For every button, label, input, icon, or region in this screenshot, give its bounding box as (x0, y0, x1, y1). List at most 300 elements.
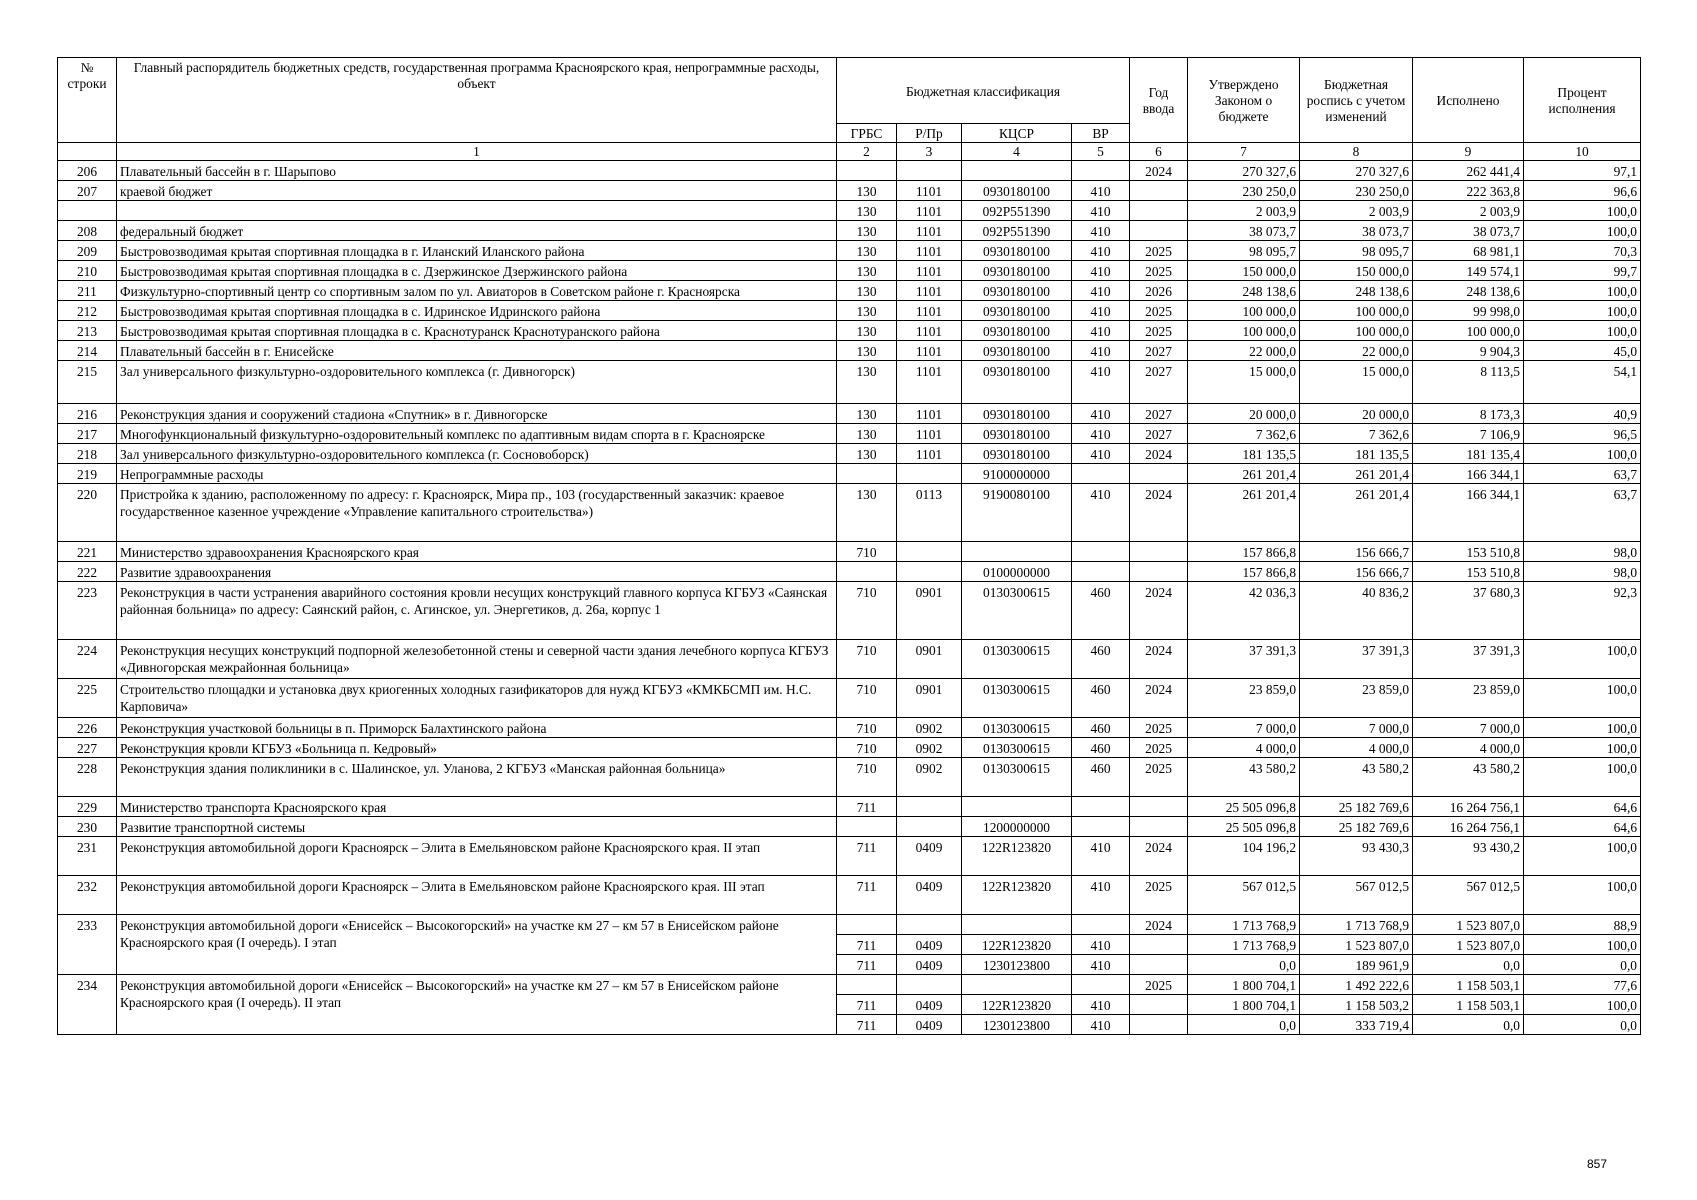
executed-cell: 1 523 807,0 (1413, 935, 1524, 955)
rpr-cell: 0409 (897, 935, 962, 955)
schedule-cell: 93 430,3 (1300, 837, 1413, 876)
percent-cell: 63,7 (1524, 484, 1641, 542)
percent-cell: 100,0 (1524, 995, 1641, 1015)
column-number: 2 (837, 143, 897, 161)
executed-cell: 93 430,2 (1413, 837, 1524, 876)
kcsr-cell: 9190080100 (962, 484, 1072, 542)
table-row (58, 464, 1641, 484)
table-row (58, 301, 1641, 321)
percent-cell: 96,5 (1524, 424, 1641, 444)
schedule-cell: 25 182 769,6 (1300, 797, 1413, 817)
percent-cell: 98,0 (1524, 542, 1641, 562)
approved-cell: 104 196,2 (1188, 837, 1300, 876)
executed-cell: 2 003,9 (1413, 201, 1524, 221)
year-cell (1130, 935, 1188, 955)
kcsr-cell: 0930180100 (962, 361, 1072, 404)
row-number-cell: 209 (58, 241, 117, 261)
name-cell: Зал универсального физкультурно-оздоровительного комплекса (г. Дивногорск) (117, 361, 837, 404)
schedule-cell: 37 391,3 (1300, 640, 1413, 679)
year-cell (1130, 464, 1188, 484)
approved-cell: 270 327,6 (1188, 161, 1300, 181)
rpr-cell (897, 797, 962, 817)
row-number-cell: 214 (58, 341, 117, 361)
percent-cell: 100,0 (1524, 679, 1641, 718)
year-cell: 2025 (1130, 876, 1188, 915)
table-header (58, 58, 1641, 161)
vr-cell: 410 (1072, 341, 1130, 361)
row-number-cell: 226 (58, 718, 117, 738)
percent-cell: 100,0 (1524, 718, 1641, 738)
rpr-cell: 1101 (897, 301, 962, 321)
name-cell: Строительство площадки и установка двух криогенных холодных газификаторов для нужд КГБУЗ «КМКБСМП им. Н.С. Карповича» (117, 679, 837, 718)
rpr-cell (897, 161, 962, 181)
grbs-cell: 711 (837, 876, 897, 915)
kcsr-cell: 0130300615 (962, 758, 1072, 797)
row-number-cell: 222 (58, 562, 117, 582)
name-cell: Министерство транспорта Красноярского края (117, 797, 837, 817)
schedule-cell: 1 523 807,0 (1300, 935, 1413, 955)
name-cell: Реконструкция кровли КГБУЗ «Больница п. Кедровый» (117, 738, 837, 758)
row-number-cell: 212 (58, 301, 117, 321)
year-cell (1130, 797, 1188, 817)
header-executed: Исполнено (1413, 58, 1524, 143)
grbs-cell: 130 (837, 444, 897, 464)
percent-cell: 40,9 (1524, 404, 1641, 424)
vr-cell: 460 (1072, 582, 1130, 640)
vr-cell (1072, 975, 1130, 995)
percent-cell: 70,3 (1524, 241, 1641, 261)
schedule-cell: 261 201,4 (1300, 484, 1413, 542)
approved-cell: 567 012,5 (1188, 876, 1300, 915)
approved-cell: 0,0 (1188, 1015, 1300, 1035)
vr-cell: 410 (1072, 444, 1130, 464)
schedule-cell: 230 250,0 (1300, 181, 1413, 201)
executed-cell: 7 000,0 (1413, 718, 1524, 738)
executed-cell: 1 158 503,1 (1413, 975, 1524, 995)
schedule-cell: 1 492 222,6 (1300, 975, 1413, 995)
year-cell: 2025 (1130, 718, 1188, 738)
executed-cell: 1 158 503,1 (1413, 995, 1524, 1015)
grbs-cell: 710 (837, 679, 897, 718)
name-cell: Реконструкция участковой больницы в п. Приморск Балахтинского района (117, 718, 837, 738)
rpr-cell (897, 915, 962, 935)
table-row (58, 424, 1641, 444)
rpr-cell: 1101 (897, 404, 962, 424)
row-number-cell (58, 201, 117, 221)
vr-cell: 410 (1072, 484, 1130, 542)
percent-cell: 96,6 (1524, 181, 1641, 201)
approved-cell: 0,0 (1188, 955, 1300, 975)
rpr-cell: 0409 (897, 995, 962, 1015)
vr-cell: 410 (1072, 181, 1130, 201)
percent-cell: 100,0 (1524, 758, 1641, 797)
approved-cell: 181 135,5 (1188, 444, 1300, 464)
row-number-cell: 233 (58, 915, 117, 975)
vr-cell: 460 (1072, 679, 1130, 718)
year-cell: 2027 (1130, 341, 1188, 361)
page-number: 857 (1587, 1157, 1608, 1171)
year-cell: 2025 (1130, 738, 1188, 758)
table-row (58, 241, 1641, 261)
vr-cell: 410 (1072, 241, 1130, 261)
table-row (58, 679, 1641, 718)
grbs-cell: 711 (837, 995, 897, 1015)
schedule-cell: 567 012,5 (1300, 876, 1413, 915)
vr-cell: 460 (1072, 640, 1130, 679)
row-number-cell: 218 (58, 444, 117, 464)
rpr-cell: 0901 (897, 640, 962, 679)
executed-cell: 37 391,3 (1413, 640, 1524, 679)
vr-cell (1072, 915, 1130, 935)
vr-cell: 410 (1072, 321, 1130, 341)
name-cell: Развитие транспортной системы (117, 817, 837, 837)
year-cell: 2024 (1130, 640, 1188, 679)
executed-cell: 68 981,1 (1413, 241, 1524, 261)
schedule-cell: 7 362,6 (1300, 424, 1413, 444)
schedule-cell: 150 000,0 (1300, 261, 1413, 281)
column-number: 6 (1130, 143, 1188, 161)
percent-cell: 77,6 (1524, 975, 1641, 995)
approved-cell: 38 073,7 (1188, 221, 1300, 241)
approved-cell: 25 505 096,8 (1188, 797, 1300, 817)
kcsr-cell: 1230123800 (962, 955, 1072, 975)
schedule-cell: 270 327,6 (1300, 161, 1413, 181)
vr-cell: 410 (1072, 301, 1130, 321)
year-cell: 2024 (1130, 484, 1188, 542)
schedule-cell: 189 961,9 (1300, 955, 1413, 975)
name-cell: Многофункциональный физкультурно-оздоровительный комплекс по адаптивным видам спорта в г. Красноярске (117, 424, 837, 444)
name-cell: Реконструкция здания поликлиники в с. Шалинское, ул. Уланова, 2 КГБУЗ «Манская районная больница» (117, 758, 837, 797)
executed-cell: 0,0 (1413, 955, 1524, 975)
approved-cell: 23 859,0 (1188, 679, 1300, 718)
rpr-cell: 0409 (897, 876, 962, 915)
name-cell: Пристройка к зданию, расположенному по адресу: г. Красноярск, Мира пр., 103 (государственный заказчик: краевое государственное казенное учреждение «Управление капитального строительства») (117, 484, 837, 542)
percent-cell: 100,0 (1524, 301, 1641, 321)
approved-cell: 1 800 704,1 (1188, 995, 1300, 1015)
percent-cell: 45,0 (1524, 341, 1641, 361)
vr-cell: 410 (1072, 281, 1130, 301)
table-row (58, 837, 1641, 876)
row-number-cell: 215 (58, 361, 117, 404)
percent-cell: 100,0 (1524, 321, 1641, 341)
vr-cell: 410 (1072, 424, 1130, 444)
grbs-cell: 130 (837, 341, 897, 361)
approved-cell: 100 000,0 (1188, 321, 1300, 341)
kcsr-cell: 9100000000 (962, 464, 1072, 484)
name-cell (117, 201, 837, 221)
name-cell: Реконструкция автомобильной дороги «Енисейск – Высокогорский» на участке км 27 – км 57 в Енисейском районе Красноярского края (I очередь). I этап (117, 915, 837, 975)
percent-cell: 100,0 (1524, 640, 1641, 679)
percent-cell: 98,0 (1524, 562, 1641, 582)
executed-cell: 567 012,5 (1413, 876, 1524, 915)
executed-cell: 181 135,4 (1413, 444, 1524, 464)
schedule-cell: 333 719,4 (1300, 1015, 1413, 1035)
approved-cell: 15 000,0 (1188, 361, 1300, 404)
rpr-cell: 1101 (897, 424, 962, 444)
table-row (58, 718, 1641, 738)
executed-cell: 43 580,2 (1413, 758, 1524, 797)
name-cell: Министерство здравоохранения Красноярского края (117, 542, 837, 562)
name-cell: Плавательный бассейн в г. Енисейске (117, 341, 837, 361)
executed-cell: 153 510,8 (1413, 562, 1524, 582)
header-row-number: № строки (58, 58, 117, 143)
table-row (58, 201, 1641, 221)
vr-cell: 410 (1072, 361, 1130, 404)
year-cell: 2024 (1130, 915, 1188, 935)
header-main: Главный распорядитель бюджетных средств, государственная программа Красноярского края, непрограммные расходы, объект (117, 58, 837, 143)
grbs-cell: 130 (837, 301, 897, 321)
row-number-cell: 208 (58, 221, 117, 241)
name-cell: федеральный бюджет (117, 221, 837, 241)
column-number: 9 (1413, 143, 1524, 161)
kcsr-cell: 0930180100 (962, 181, 1072, 201)
row-number-cell: 231 (58, 837, 117, 876)
column-number: 7 (1188, 143, 1300, 161)
kcsr-cell: 122R123820 (962, 876, 1072, 915)
schedule-cell: 98 095,7 (1300, 241, 1413, 261)
executed-cell: 9 904,3 (1413, 341, 1524, 361)
rpr-cell: 1101 (897, 241, 962, 261)
percent-cell: 88,9 (1524, 915, 1641, 935)
column-number: 8 (1300, 143, 1413, 161)
row-number-cell: 228 (58, 758, 117, 797)
year-cell: 2024 (1130, 837, 1188, 876)
row-number-cell: 221 (58, 542, 117, 562)
vr-cell: 410 (1072, 404, 1130, 424)
grbs-cell: 711 (837, 935, 897, 955)
executed-cell: 16 264 756,1 (1413, 797, 1524, 817)
grbs-cell (837, 975, 897, 995)
header-kcsr: КЦСР (962, 124, 1072, 143)
rpr-cell: 0902 (897, 718, 962, 738)
row-number-cell: 223 (58, 582, 117, 640)
grbs-cell: 711 (837, 955, 897, 975)
year-cell: 2025 (1130, 301, 1188, 321)
vr-cell (1072, 817, 1130, 837)
executed-cell: 166 344,1 (1413, 464, 1524, 484)
kcsr-cell: 092P551390 (962, 201, 1072, 221)
rpr-cell: 0409 (897, 837, 962, 876)
grbs-cell: 710 (837, 718, 897, 738)
rpr-cell: 0902 (897, 738, 962, 758)
rpr-cell: 0902 (897, 758, 962, 797)
year-cell: 2025 (1130, 241, 1188, 261)
year-cell (1130, 181, 1188, 201)
table-row (58, 975, 1641, 995)
grbs-cell: 711 (837, 797, 897, 817)
executed-cell: 8 173,3 (1413, 404, 1524, 424)
approved-cell: 1 713 768,9 (1188, 915, 1300, 935)
rpr-cell: 1101 (897, 444, 962, 464)
percent-cell: 63,7 (1524, 464, 1641, 484)
schedule-cell: 7 000,0 (1300, 718, 1413, 738)
approved-cell: 230 250,0 (1188, 181, 1300, 201)
row-number-cell: 230 (58, 817, 117, 837)
kcsr-cell: 0930180100 (962, 404, 1072, 424)
grbs-cell: 710 (837, 640, 897, 679)
kcsr-cell: 0930180100 (962, 281, 1072, 301)
percent-cell: 100,0 (1524, 201, 1641, 221)
executed-cell: 262 441,4 (1413, 161, 1524, 181)
year-cell: 2024 (1130, 161, 1188, 181)
schedule-cell: 156 666,7 (1300, 542, 1413, 562)
row-number-cell: 224 (58, 640, 117, 679)
schedule-cell: 20 000,0 (1300, 404, 1413, 424)
column-number: 10 (1524, 143, 1641, 161)
kcsr-cell: 0930180100 (962, 301, 1072, 321)
name-cell: Развитие здравоохранения (117, 562, 837, 582)
name-cell: Реконструкция несущих конструкций подпорной железобетонной стены и северной части здания лечебного корпуса КГБУЗ «Дивногорская межрайонная больница» (117, 640, 837, 679)
kcsr-cell: 0130300615 (962, 582, 1072, 640)
column-number-row (58, 143, 1641, 161)
grbs-cell: 710 (837, 582, 897, 640)
header-rpr: Р/Пр (897, 124, 962, 143)
vr-cell: 410 (1072, 837, 1130, 876)
kcsr-cell: 1230123800 (962, 1015, 1072, 1035)
year-cell: 2024 (1130, 444, 1188, 464)
vr-cell (1072, 797, 1130, 817)
name-cell: Реконструкция в части устранения аварийного состояния кровли несущих конструкций главного корпуса КГБУЗ «Саянская районная больница» по адресу: Саянский район, с. Агинское, ул. Энергетиков, д. 26а, корпус 1 (117, 582, 837, 640)
column-number: 4 (962, 143, 1072, 161)
kcsr-cell: 122R123820 (962, 995, 1072, 1015)
header-classification: Бюджетная классификация (837, 58, 1130, 124)
column-number: 3 (897, 143, 962, 161)
year-cell: 2025 (1130, 321, 1188, 341)
rpr-cell: 0409 (897, 1015, 962, 1035)
executed-cell: 16 264 756,1 (1413, 817, 1524, 837)
table-row (58, 582, 1641, 640)
grbs-cell: 130 (837, 241, 897, 261)
rpr-cell (897, 464, 962, 484)
approved-cell: 4 000,0 (1188, 738, 1300, 758)
grbs-cell: 130 (837, 404, 897, 424)
executed-cell: 1 523 807,0 (1413, 915, 1524, 935)
executed-cell: 23 859,0 (1413, 679, 1524, 718)
kcsr-cell: 0130300615 (962, 640, 1072, 679)
kcsr-cell: 0100000000 (962, 562, 1072, 582)
schedule-cell: 25 182 769,6 (1300, 817, 1413, 837)
kcsr-cell: 0930180100 (962, 261, 1072, 281)
approved-cell: 43 580,2 (1188, 758, 1300, 797)
header-percent: Процент исполнения (1524, 58, 1641, 143)
approved-cell: 261 201,4 (1188, 484, 1300, 542)
rpr-cell: 1101 (897, 321, 962, 341)
schedule-cell: 15 000,0 (1300, 361, 1413, 404)
table-row (58, 261, 1641, 281)
kcsr-cell: 0930180100 (962, 341, 1072, 361)
header-budget-schedule: Бюджетная роспись с учетом изменений (1300, 58, 1413, 143)
year-cell: 2025 (1130, 975, 1188, 995)
vr-cell: 410 (1072, 935, 1130, 955)
grbs-cell: 130 (837, 424, 897, 444)
kcsr-cell (962, 975, 1072, 995)
rpr-cell: 1101 (897, 261, 962, 281)
grbs-cell: 710 (837, 738, 897, 758)
vr-cell (1072, 464, 1130, 484)
row-number-cell: 213 (58, 321, 117, 341)
approved-cell: 157 866,8 (1188, 542, 1300, 562)
approved-cell: 42 036,3 (1188, 582, 1300, 640)
row-number-cell: 207 (58, 181, 117, 201)
row-number-cell: 219 (58, 464, 117, 484)
schedule-cell: 2 003,9 (1300, 201, 1413, 221)
kcsr-cell: 0930180100 (962, 321, 1072, 341)
header-year: Год ввода (1130, 58, 1188, 143)
name-cell: Быстровозводимая крытая спортивная площадка в г. Иланский Иланского района (117, 241, 837, 261)
grbs-cell: 130 (837, 181, 897, 201)
name-cell: Зал универсального физкультурно-оздоровительного комплекса (г. Сосновоборск) (117, 444, 837, 464)
percent-cell: 97,1 (1524, 161, 1641, 181)
year-cell: 2027 (1130, 424, 1188, 444)
grbs-cell (837, 464, 897, 484)
kcsr-cell: 122R123820 (962, 837, 1072, 876)
name-cell: Физкультурно-спортивный центр со спортивным залом по ул. Авиаторов в Советском районе г. Красноярска (117, 281, 837, 301)
percent-cell: 92,3 (1524, 582, 1641, 640)
header-grbs: ГРБС (837, 124, 897, 143)
executed-cell: 4 000,0 (1413, 738, 1524, 758)
grbs-cell: 130 (837, 281, 897, 301)
kcsr-cell: 0930180100 (962, 444, 1072, 464)
kcsr-cell (962, 161, 1072, 181)
grbs-cell: 130 (837, 484, 897, 542)
approved-cell: 2 003,9 (1188, 201, 1300, 221)
rpr-cell (897, 542, 962, 562)
row-number-cell: 232 (58, 876, 117, 915)
schedule-cell: 261 201,4 (1300, 464, 1413, 484)
approved-cell: 1 800 704,1 (1188, 975, 1300, 995)
row-number-cell: 216 (58, 404, 117, 424)
table-row (58, 161, 1641, 181)
approved-cell: 261 201,4 (1188, 464, 1300, 484)
name-cell: Быстровозводимая крытая спортивная площадка в с. Дзержинское Дзержинского района (117, 261, 837, 281)
table-row (58, 341, 1641, 361)
grbs-cell (837, 562, 897, 582)
grbs-cell: 130 (837, 261, 897, 281)
rpr-cell: 1101 (897, 181, 962, 201)
vr-cell: 410 (1072, 261, 1130, 281)
budget-execution-table (57, 57, 1641, 1035)
schedule-cell: 38 073,7 (1300, 221, 1413, 241)
percent-cell: 100,0 (1524, 837, 1641, 876)
year-cell: 2027 (1130, 361, 1188, 404)
table-body (58, 161, 1641, 1035)
rpr-cell: 0113 (897, 484, 962, 542)
name-cell: Реконструкция автомобильной дороги Красноярск – Элита в Емельяновском районе Красноярского края. III этап (117, 876, 837, 915)
vr-cell: 410 (1072, 955, 1130, 975)
table-row (58, 221, 1641, 241)
year-cell: 2024 (1130, 582, 1188, 640)
schedule-cell: 248 138,6 (1300, 281, 1413, 301)
percent-cell: 99,7 (1524, 261, 1641, 281)
executed-cell: 8 113,5 (1413, 361, 1524, 404)
executed-cell: 7 106,9 (1413, 424, 1524, 444)
column-number-blank (58, 143, 117, 161)
rpr-cell: 0901 (897, 582, 962, 640)
name-cell: Быстровозводимая крытая спортивная площадка в с. Идринское Идринского района (117, 301, 837, 321)
name-cell: Плавательный бассейн в г. Шарыпово (117, 161, 837, 181)
name-cell: Реконструкция автомобильной дороги Красноярск – Элита в Емельяновском районе Красноярского края. II этап (117, 837, 837, 876)
vr-cell: 410 (1072, 876, 1130, 915)
grbs-cell: 710 (837, 542, 897, 562)
approved-cell: 150 000,0 (1188, 261, 1300, 281)
approved-cell: 1 713 768,9 (1188, 935, 1300, 955)
year-cell: 2027 (1130, 404, 1188, 424)
row-number-cell: 234 (58, 975, 117, 1035)
row-number-cell: 210 (58, 261, 117, 281)
schedule-cell: 1 713 768,9 (1300, 915, 1413, 935)
row-number-cell: 225 (58, 679, 117, 718)
executed-cell: 248 138,6 (1413, 281, 1524, 301)
